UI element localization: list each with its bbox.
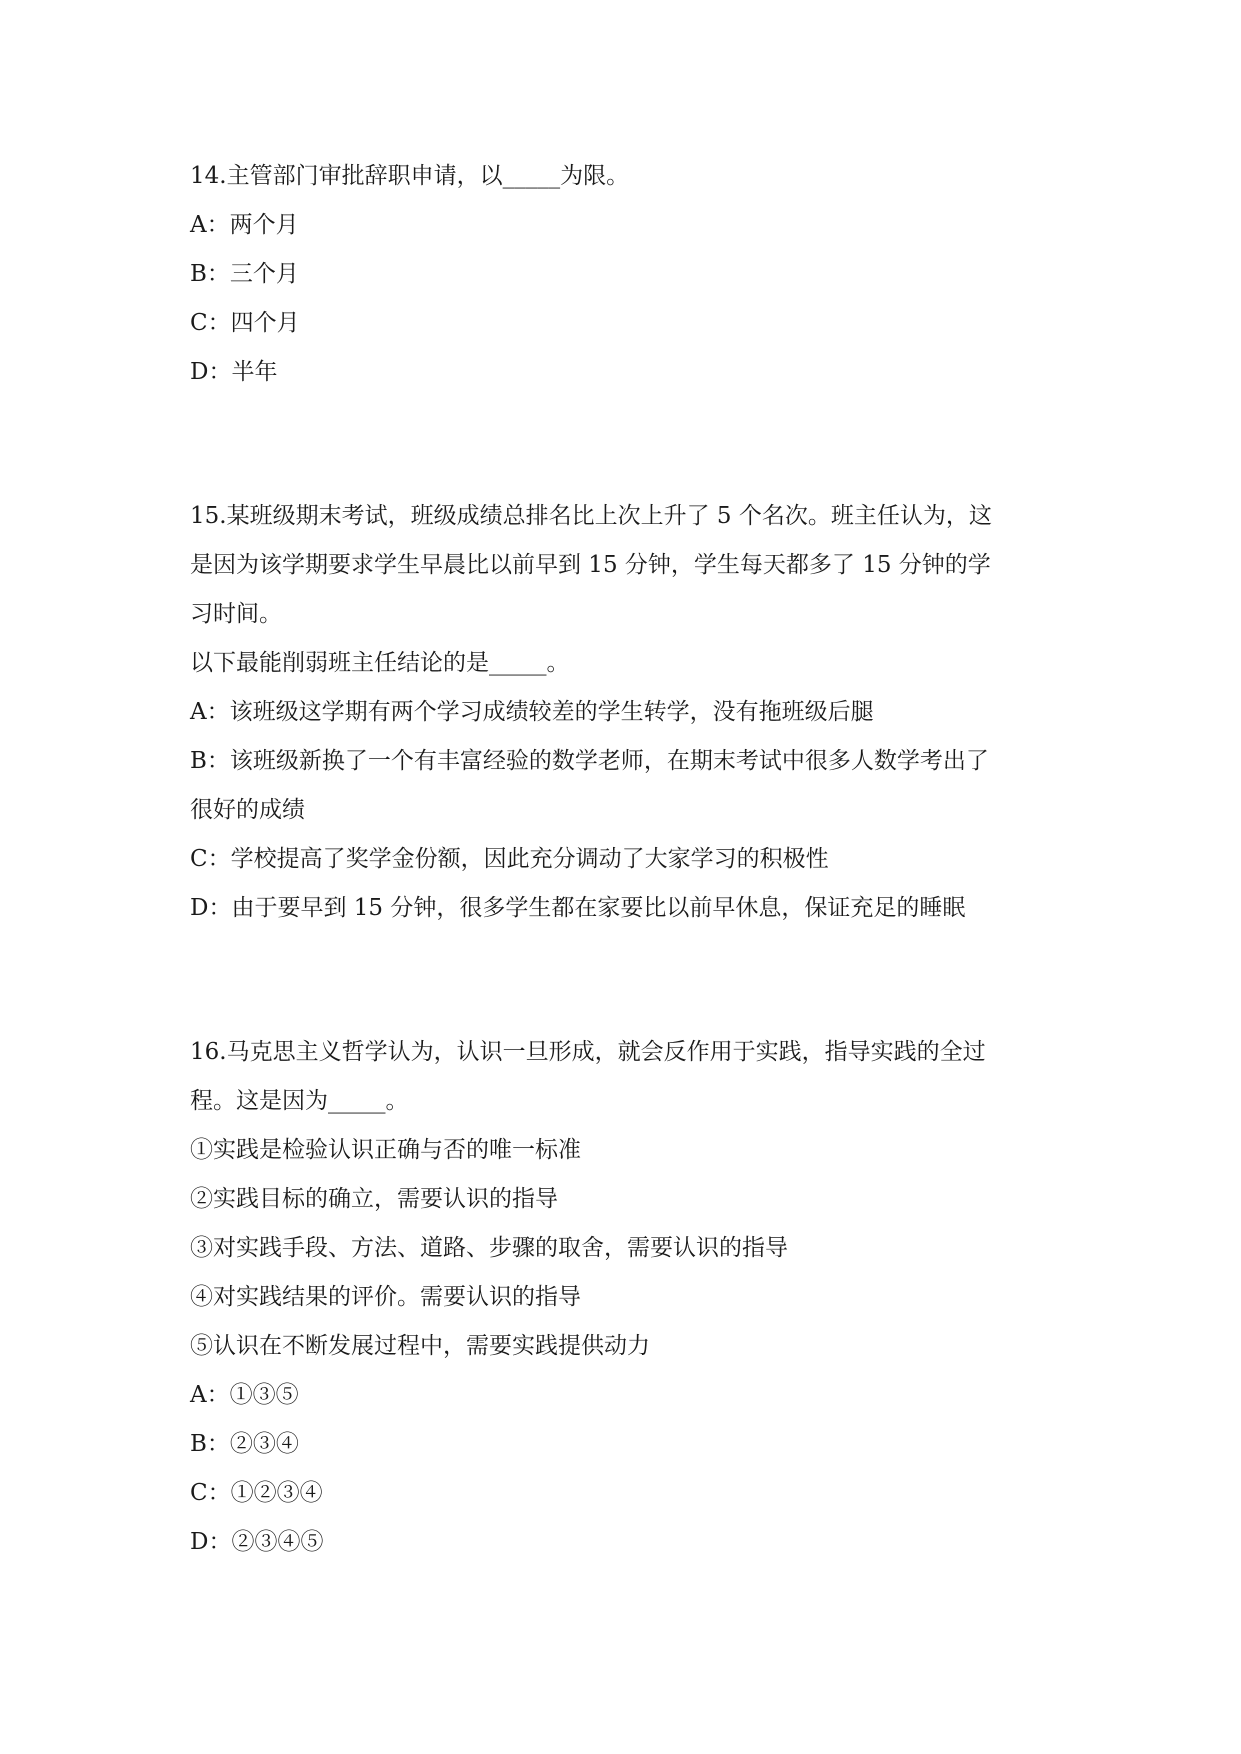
statement-4: ④对实践结果的评价。需要认识的指导 [190,1284,581,1310]
option-c: C：学校提高了奖学金份额，因此充分调动了大家学习的积极性 [190,846,829,872]
question-stem-line: 15.某班级期末考试，班级成绩总排名比上次上升了 5 个名次。班主任认为，这 [190,503,992,529]
statement-1: ①实践是检验认识正确与否的唯一标准 [190,1137,581,1163]
question-stem-line: 是因为该学期要求学生早晨比以前早到 15 分钟，学生每天都多了 15 分钟的学 [190,552,991,578]
statement-2: ②实践目标的确立，需要认识的指导 [190,1186,558,1212]
option-a: A：两个月 [190,212,299,238]
question-stem: 14.主管部门审批辞职申请，以_____为限。 [190,163,630,189]
option-a: A：该班级这学期有两个学习成绩较差的学生转学，没有拖班级后腿 [190,699,874,725]
option-c: C：四个月 [190,310,300,336]
question-stem-line: 习时间。 [190,601,282,627]
question-16 [190,1028,1070,1567]
question-stem-line: 16.马克思主义哲学认为，认识一旦形成，就会反作用于实践，指导实践的全过 [190,1039,986,1065]
option-d: D：②③④⑤ [190,1529,324,1555]
option-c: C：①②③④ [190,1480,323,1506]
question-prompt: 以下最能削弱班主任结论的是_____。 [190,650,570,676]
option-b-continued: 很好的成绩 [190,797,305,823]
statement-5: ⑤认识在不断发展过程中，需要实践提供动力 [190,1333,650,1359]
statement-3: ③对实践手段、方法、道路、步骤的取舍，需要认识的指导 [190,1235,788,1261]
option-b: B：该班级新换了一个有丰富经验的数学老师，在期末考试中很多人数学考出了 [190,748,989,774]
option-d: D：由于要早到 15 分钟，很多学生都在家要比以前早休息，保证充足的睡眠 [190,895,966,921]
option-b: B：三个月 [190,261,299,287]
option-a: A：①③⑤ [190,1382,299,1408]
option-b: B：②③④ [190,1431,299,1457]
question-15 [190,492,1070,933]
question-stem-line: 程。这是因为_____。 [190,1088,409,1114]
question-14 [190,152,1070,397]
option-d: D：半年 [190,359,278,385]
